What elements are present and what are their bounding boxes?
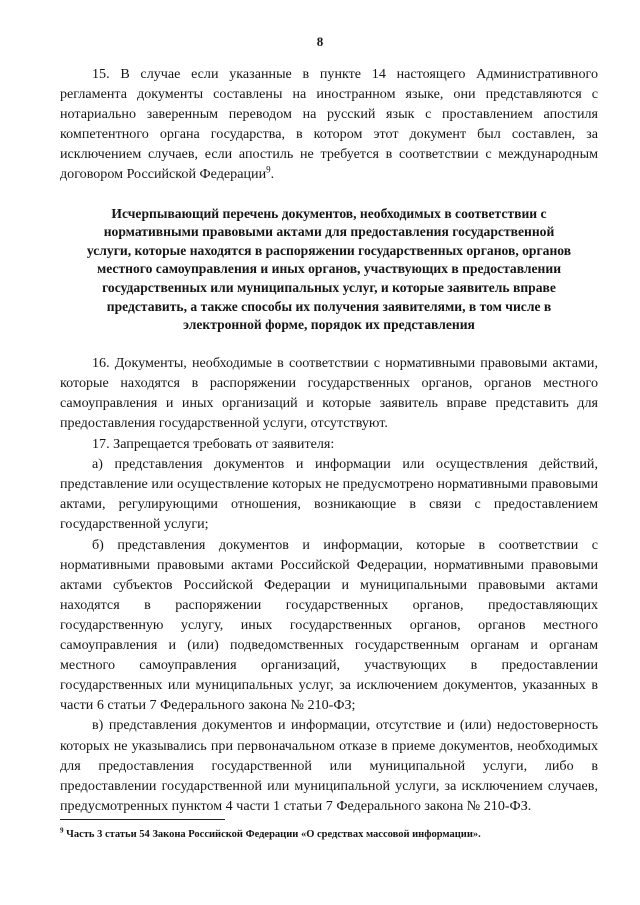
paragraph-16: 16. Документы, необходимые в соответствии с нормативными правовыми актами, которые находятся в распоряжении государственных органов, органов местного самоуправления и иных организаций и которые заявитель вправе представить для предоставления государственной услуги, отсутствуют. — [60, 354, 598, 431]
footnote-ref-9: 9 — [266, 164, 271, 175]
page-content — [60, 64, 598, 816]
footnote — [60, 828, 600, 841]
paragraph-15-end: . — [270, 166, 275, 183]
paragraph-15 — [60, 64, 598, 185]
paragraph-17: 17. Запрещается требовать от заявителя: — [92, 436, 335, 453]
page-number: 8 — [316, 34, 324, 49]
paragraph-17-a: а) представления документов и информации или осуществления действий, представление или осуществление которых не предусмотрено нормативными правовыми актами, регулирующими отношения, возникающие в связи с предоставлением государственной услуги; — [60, 456, 598, 533]
paragraph-15-text: 15. В случае если указанные в пункте 14 настоящего Административного регламента документы составлены на иностранном языке, они представляются с нотариально заверенным переводом на русский язык с проставлением апостиля компетентного органа государства, в котором этот документ был составлен, за исключением случаев, если апостиль не требуется в соответствии с международным договором Российской Федерации — [60, 66, 598, 183]
footnote-divider — [60, 819, 225, 820]
section-heading: Исчерпывающий перечень документов, необходимых в соответствии с нормативными правовыми актами для предоставления государственной услуги, которые находятся в распоряжении государственных органов, органов местного самоуправления и иных органов, участвующих в предоставлении государственных или муниципальных услуг, и которые заявитель вправе представить, а также способы их получения заявителями, в том числе в электронной форме, порядок их представления — [86, 205, 572, 333]
footnote-marker: 9 — [60, 826, 64, 835]
footnote-text: Часть 3 статьи 54 Закона Российской Федерации «О средствах массовой информации». — [63, 829, 481, 840]
paragraph-17-v: в) представления документов и информации, отсутствие и (или) недостоверность которых не указывались при первоначальном отказе в приеме документов, необходимых для предоставления государственной или муниципальной услуги, либо в предоставлении государственной или муниципальной услуги, за исключением случаев, предусмотренных пунктом 4 части 1 статьи 7 Федерального закона № 210-ФЗ. — [60, 717, 598, 814]
paragraph-17-b: б) представления документов и информации, которые в соответствии с нормативными правовыми актами Российской Федерации, нормативными правовыми актами субъектов Российской Федерации и муниципальными правовыми актами находятся в распоряжении государственных органов, предоставляющих государственную услугу, иных государственных органов, органов местного самоуправления и (или) подведомственных государственным органам и органам местного самоуправления организаций, участвующих в предоставлении государственных или муниципальных услуг, за исключением документов, указанных в части 6 статьи 7 Федерального закона № 210-ФЗ; — [60, 536, 598, 714]
